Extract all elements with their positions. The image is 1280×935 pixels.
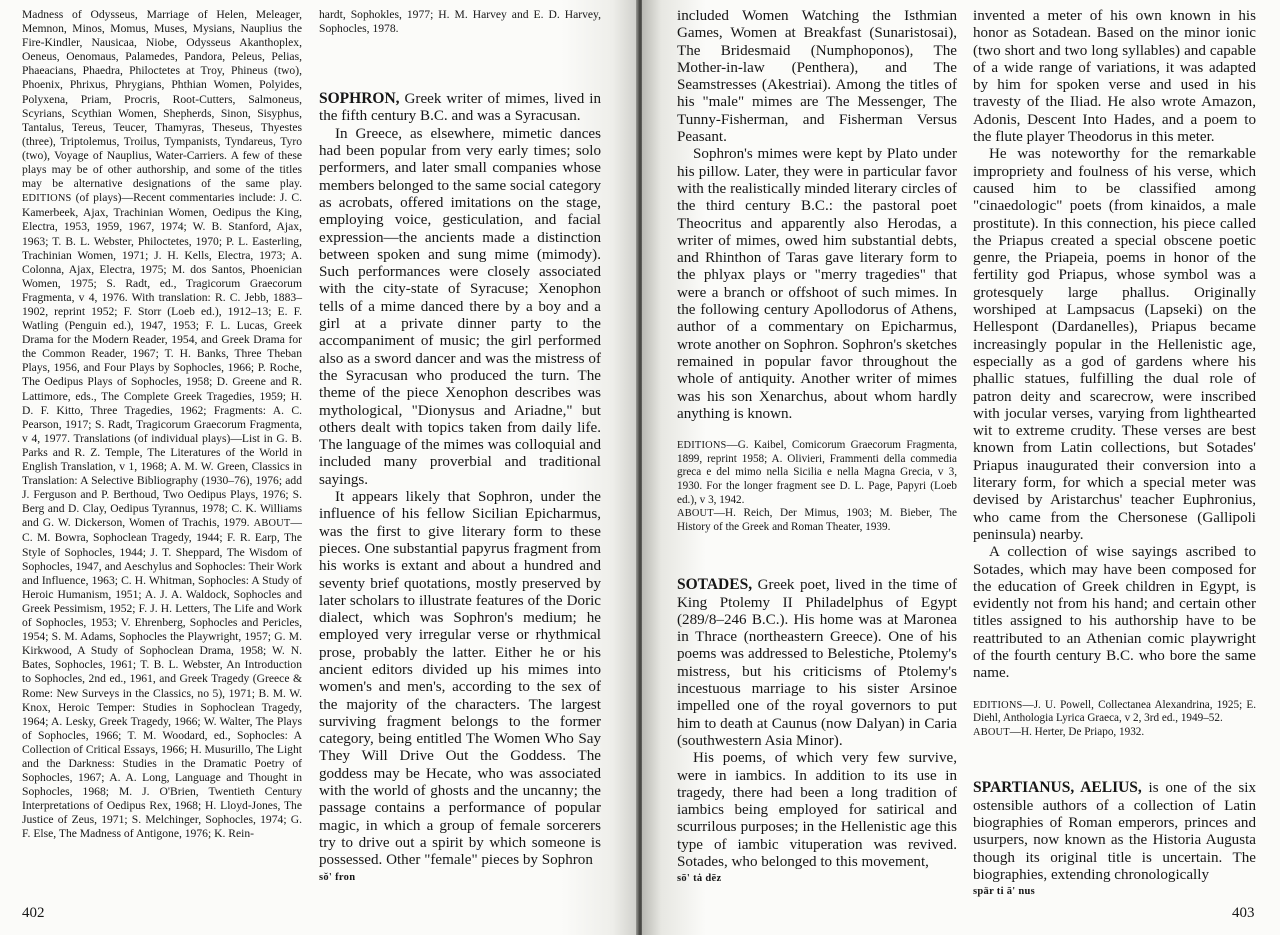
left-column-1 xyxy=(22,8,302,842)
entry-headword: SOPHRON, xyxy=(319,90,400,108)
sotades-entry-continued xyxy=(973,8,1256,683)
right-column-1 xyxy=(677,8,957,884)
sotades-editions: EDITIONS—J. U. Powell, Collectanea Alexandrina, 1925; E. Diehl, Anthologia Lyrica Graeca, v 2, 3rd ed., 1949–52. ABOUT—H. Herter, De Priapo, 1932. xyxy=(973,698,1256,738)
entry-headword: SOTADES, xyxy=(677,576,753,594)
right-page xyxy=(642,0,1280,935)
play-titles-list: Madness of Odysseus, Marriage of Helen, Meleager, Memnon, Minos, Momus, Muses, Mysians, Nauplius the Fire-Kindler, Nausicaa, Niobe, Odysseus Akanthoplex, Oeneus, Oenomaus, Palamedes, Pandora, Peleus, Pelias, Phaeacians, Phaedra, Philoctetes at Troy, Phineus (two), Phoenix, Phrixus, Phrygians, Phthian Women, Polyides, Polyxena, Priam, Procris, Root-Cutters, Salmoneus, Scyrians, Scythian Women, Shepherds, Sinon, Sisyphus, Tantalus, Tereus, Teucer, Thamyras, Theseus, Thyestes (three), Triptolemus, Troilus, Tympanists, Tyndareus, Tyro (two), Voyage of Nauplius, Water-Carriers. A few of these plays may be of other authorship, and some of the titles may be alternative designations of the same play. xyxy=(22,8,302,191)
sophron-intro: SOPHRON, Greek writer of mimes, lived in the fifth century B.C. and was a Syracusan. xyxy=(319,90,601,125)
sophron-entry xyxy=(319,90,601,869)
page-number: 402 xyxy=(22,905,45,921)
about-text: —C. M. Bowra, Sophoclean Tragedy, 1944; F. R. Earp, The Style of Sophocles, 1944; J. T. Sheppard, The Wisdom of Sophocles, 1947, and Aeschylus and Sophocles: Their Work and Influence, 1963; C. H. Whitman, Sophocles: A Study of Heroic Humanism, 1951; A. J. A. Waldock, Sophocles and Greek Pessimism, 1952; F. J. H. Letters, The Life and Work of Sophocles, 1953; V. Ehrenberg, Sophocles and Pericles, 1954; S. M. Adams, Sophocles the Playwright, 1957; G. M. Kirkwood, A Study of Sophoclean Drama, 1958; W. N. Bates, Sophocles, 1961; T. B. L. Webster, An Introduction to Sophocles, 2nd ed., 1961, and Greek Tragedy (Greece & Rome: New Surveys in the Classics, no 5), 1971; B. M. W. Knox, Heroic Temper: Studies in Sophoclean Tragedy, 1964; A. Lesky, Greek Tragedy, 1966; W. Walter, The Plays of Sophocles, 1966; T. M. Woodard, ed., Sophocles: A Collection of Critical Essays, 1966; H. Musurillo, The Light and the Darkness: Studies in the Dramatic Poetry of Sophocles, 1967; A. A. Long, Language and Thought in Sophocles, 1968; M. J. O'Brien, Twentieth Century Interpretations of Oedipus Rex, 1968; H. Lloyd-Jones, The Justice of Zeus, 1971; S. Melchinger, Sophocles, 1974; G. F. Else, The Madness of Antigone, 1976; K. Rein- xyxy=(22,516,302,841)
sophron-legacy-paragraph: Sophron's mimes were kept by Plato under his pillow. Later, they were in particular favor with the realistically minded literary circles of the third century B.C.: the pastoral poet Theocritus and apparently also Herodas, a writer of mimes, owed him substantial debts, and Rhinthon of Taras gave literary form to the phlyax plays or "merry tragedies" that were a branch or offshoot of such mimes. In the following century Apollodorus of Athens, author of a commentary on Epicharmus, wrote another on Sophron. Sophron's sketches remained in popular favor throughout the whole of antiquity. Another writer of mimes was his son Xenarchus, about whom hardly anything is known. xyxy=(677,146,957,422)
editions-text: (of plays)—Recent commentaries include: J. C. Kamerbeek, Ajax, Trachinian Women, Oedipus the King, Electra, 1953, 1959, 1967, 1974; W. B. Stanford, Ajax, 1963; T. B. L. Webster, Philoctetes, 1970; P. L. Easterling, Trachinian Women, 1971; J. H. Kells, Electra, 1973; A. Colonna, Ajax, Electra, 1975; M. dos Santos, Phoenician Women, 1975; S. Radt, ed., Tragicorum Graecorum Fragmenta, v 4, 1976. With translation: R. C. Jebb, 1883–1902, reprint 1952; F. Storr (Loeb ed.), 1912–13; E. F. Watling (Penguin ed.), 1947, 1953; F. L. Lucas, Greek Drama for the Modern Reader, 1954, and Greek Drama for the Common Reader, 1967; T. H. Banks, Three Theban Plays, 1956, and Four Plays by Sophocles, 1966; P. Roche, The Oedipus Plays of Sophocles, 1958; D. Greene and R. Lattimore, eds., The Complete Greek Tragedies, 1959; H. D. F. Kitto, Three Tragedies, 1962; Fragments: A. C. Pearson, 1917; S. Radt, Tragicorum Graecorum Fragmenta, v 4, 1977. Translations (of individual plays)—List in G. B. Parks and R. Z. Temple, The Literatures of the World in English Translation, v 1, 1968; A. M. W. Green, Classics in Translation: A Selective Bibliography (1930–76), 1976; add J. Ferguson and P. Berthoud, Two Oedipus Plays, 1976; S. Berg and D. Clay, Oedipus Tyrannus, 1978; C. K. Williams and G. W. Dickerson, Women of Trachis, 1979. xyxy=(22,191,302,530)
sophocles-bibliography-continued: hardt, Sophokles, 1977; H. M. Harvey and E. D. Harvey, Sophocles, 1978. xyxy=(319,8,601,36)
sophron-editions: EDITIONS—G. Kaibel, Comicorum Graecorum Fragmenta, 1899, reprint 1958; A. Olivieri, Frammenti della commedia greca e del mimo nella Sicilia e nella Magna Grecia, v 3, 1930. For the longer fragment see D. L. Page, Papyri (Loeb ed.), v 3, 1942. ABOUT—H. Reich, Der Mimus, 1903; M. Bieber, The History of the Greek and Roman Theater, 1939. xyxy=(677,439,957,533)
sophocles-bibliography xyxy=(22,8,302,842)
entry-headword: SPARTIANUS, AELIUS, xyxy=(973,779,1142,797)
left-column-2 xyxy=(319,8,601,883)
sophron-paragraph-2: It appears likely that Sophron, under the influence of his fellow Sicilian Epicharmus, was the first to give literary form to these pieces. One substantial papyrus fragment from his works is extant and about a hundred and seventy brief quotations, mostly preserved by later scholars to illustrate features of the Doric dialect, which was Sophron's medium; he employed very irregular verse or rhythmical prose, probably the latter. Either he or his ancient editors divided up his mimes into women's and men's, according to the sex of the majority of the characters. The largest surviving fragment belongs to the former category, being entitled The Women Who Say They Will Drive Out the Goddess. The goddess may be Hecate, who was associated with the world of ghosts and the uncanny; the passage contains a performance of popular magic, in which a group of female sorcerers try to drive out a spirit by which someone is possessed. Other "female" pieces by Sophron xyxy=(319,489,601,869)
left-page xyxy=(0,0,638,935)
pronunciation-guide: sŏ' fron xyxy=(319,871,356,883)
sotades-priapus-paragraph: He was noteworthy for the remarkable impropriety and foulness of his verse, which caused him to be classified among "cinaedologic" poets (from kinaidos, a male prostitute). In this connection, his piece called the Priapus created a special obscene poetic genre, the Priapeia, poems in honor of the fertility god Priapus, whose symbol was a grotesquely large phallus. Originally worshiped at Lampsacus (Lapseki) on the Hellespont (Dardanelles), Priapus became increasingly popular in the Hellenistic age, especially as a god of gardens where his phallic statues, fulfilling the dual role of patron deity and scarecrow, were inscribed with jocular verses, varying from lighthearted wit to extreme crudity. These verses are best known from Latin collections, but Sotades' Priapus inaugurated their conversion into a literary form, for which a special meter was devised by Aristarchus' teacher Euphronius, who came from the Chersonese (Gallipoli peninsula) nearby. xyxy=(973,146,1256,543)
sophron-paragraph-1: In Greece, as elsewhere, mimetic dances had been popular from very early times; solo performers, and later small companies whose members belonged to the same social category as acrobats, offered imitations on the stage, employing voice, gesticulation, and facial expression—the ancients made a distinction between spoken and sung mime (mimody). Such performances were closely associated with the city-state of Syracuse; Xenophon tells of a mime danced there by a boy and a girl at a private dinner party to the accompaniment of music; the girl performed also as a sword dancer and was the mistress of the Syracusan who produced the turn. The theme of the piece Xenophon describes was mythological, "Dionysus and Ariadne," but others dealt with topics taken from daily life. The language of the mimes was colloquial and included many proverbial and traditional sayings. xyxy=(319,125,601,488)
sotades-intro: SOTADES, Greek poet, lived in the time of King Ptolemy II Philadelphus of Egypt (289/8–246 B.C.). His home was at Maronea in Thrace (northeastern Greece). One of his poems was addressed to Belestiche, Ptolemy's mistress, but his criticisms of Ptolemy's incestuous marriage to his sister Arsinoe impelled one of the royal governors to put him to death at Caunus (now Dalyan) in Caria (southwestern Asia Minor). xyxy=(677,576,957,749)
pronunciation-guide: sō' tȧ dēz xyxy=(677,873,722,885)
editions-label: EDITIONS xyxy=(22,193,72,205)
pronunciation-guide: spär ti ā' nus xyxy=(973,886,1036,898)
sotades-meter-paragraph: invented a meter of his own known in his honor as Sotadean. Based on the minor ionic (two short and two long syllables) and capable of a wide range of variations, it was adapted by him for spoken verse and used in his travesty of the Iliad. He also wrote Amazon, Adonis, Descent Into Hades, and a poem to the flute player Theodorus in this meter. xyxy=(973,8,1256,146)
sotades-paragraph-1: His poems, of which very few survive, were in iambics. In addition to its use in tragedy, there had been a long tradition of iambics being employed for satirical and scurrilous purposes; in the Hellenistic age this type of iambic vituperation was revived. Sotades, who belonged to this movement, xyxy=(677,750,957,871)
spartianus-entry xyxy=(973,779,1256,884)
about-label: ABOUT xyxy=(253,518,291,530)
page-number: 403 xyxy=(1232,905,1255,921)
sophron-titles-paragraph: included Women Watching the Isthmian Games, Women at Breakfast (Sunaristosai), The Bridesmaid (Numphoponos), The Mother-in-law (Penthera), and The Seamstresses (Akestriai). Among the titles of his "male" mimes are The Messenger, The Tunny-Fisherman, and Fisherman Versus Peasant. xyxy=(677,8,957,146)
right-column-2 xyxy=(973,8,1256,897)
sotades-sayings-paragraph: A collection of wise sayings ascribed to Sotades, which may have been composed for the education of Greek children in Egypt, is evidently not from his hand; and certain other titles assigned to his authorship have to be reattributed to an Athenian comic playwright of the fourth century B.C. who bore the same name. xyxy=(973,544,1256,682)
sophron-entry-continued xyxy=(677,8,957,423)
spartianus-intro: SPARTIANUS, AELIUS, is one of the six ostensible authors of a collection of Latin biographies of Roman emperors, princes and usurpers, now known as the Historia Augusta though its original title is uncertain. The biographies, extending chronologically xyxy=(973,779,1256,883)
sotades-entry xyxy=(677,576,957,871)
